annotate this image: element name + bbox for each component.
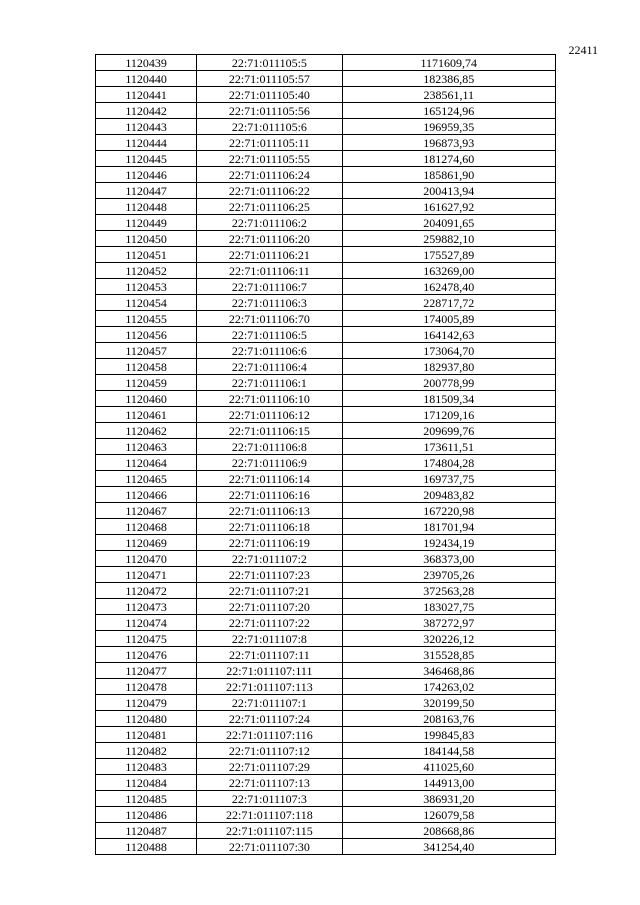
table-row [96, 311, 556, 327]
table-row [96, 807, 556, 823]
table-row [96, 135, 556, 151]
cadastral-number-cell: 22:71:011107:12 [197, 743, 342, 759]
record-number-cell: 1120449 [96, 215, 197, 231]
cadastral-number-cell: 22:71:011107:118 [197, 807, 342, 823]
table-row [96, 439, 556, 455]
record-number-cell: 1120467 [96, 503, 197, 519]
record-number-cell: 1120460 [96, 391, 197, 407]
table-row [96, 151, 556, 167]
table-row [96, 775, 556, 791]
table-row [96, 263, 556, 279]
value-cell: 411025,60 [342, 759, 555, 775]
record-number-cell: 1120475 [96, 631, 197, 647]
value-cell: 315528,85 [342, 647, 555, 663]
cadastral-number-cell: 22:71:011107:22 [197, 615, 342, 631]
cadastral-number-cell: 22:71:011106:24 [197, 167, 342, 183]
table-row [96, 55, 556, 71]
table-row [96, 455, 556, 471]
record-number-cell: 1120486 [96, 807, 197, 823]
value-cell: 239705,26 [342, 567, 555, 583]
record-number-cell: 1120473 [96, 599, 197, 615]
table-row [96, 551, 556, 567]
value-cell: 1171609,74 [342, 55, 555, 71]
table-row [96, 823, 556, 839]
value-cell: 341254,40 [342, 839, 555, 855]
table-row [96, 759, 556, 775]
record-number-cell: 1120471 [96, 567, 197, 583]
value-cell: 368373,00 [342, 551, 555, 567]
table-row [96, 87, 556, 103]
table-row [96, 567, 556, 583]
value-cell: 161627,92 [342, 199, 555, 215]
cadastral-number-cell: 22:71:011106:1 [197, 375, 342, 391]
value-cell: 209483,82 [342, 487, 555, 503]
value-cell: 181509,34 [342, 391, 555, 407]
record-number-cell: 1120477 [96, 663, 197, 679]
value-cell: 387272,97 [342, 615, 555, 631]
record-number-cell: 1120459 [96, 375, 197, 391]
record-number-cell: 1120457 [96, 343, 197, 359]
cadastral-number-cell: 22:71:011107:11 [197, 647, 342, 663]
table-row [96, 71, 556, 87]
cadastral-number-cell: 22:71:011107:2 [197, 551, 342, 567]
record-number-cell: 1120464 [96, 455, 197, 471]
table-row [96, 247, 556, 263]
cadastral-number-cell: 22:71:011107:20 [197, 599, 342, 615]
record-number-cell: 1120454 [96, 295, 197, 311]
table-row [96, 647, 556, 663]
record-number-cell: 1120441 [96, 87, 197, 103]
record-number-cell: 1120445 [96, 151, 197, 167]
record-number-cell: 1120483 [96, 759, 197, 775]
cadastral-number-cell: 22:71:011106:3 [197, 295, 342, 311]
record-number-cell: 1120442 [96, 103, 197, 119]
cadastral-number-cell: 22:71:011107:8 [197, 631, 342, 647]
value-cell: 196873,93 [342, 135, 555, 151]
value-cell: 175527,89 [342, 247, 555, 263]
value-cell: 167220,98 [342, 503, 555, 519]
cadastral-number-cell: 22:71:011107:3 [197, 791, 342, 807]
table-row [96, 391, 556, 407]
cadastral-number-cell: 22:71:011106:13 [197, 503, 342, 519]
cadastral-number-cell: 22:71:011107:30 [197, 839, 342, 855]
table-row [96, 359, 556, 375]
value-cell: 181701,94 [342, 519, 555, 535]
value-cell: 192434,19 [342, 535, 555, 551]
value-cell: 200413,94 [342, 183, 555, 199]
cadastral-number-cell: 22:71:011107:21 [197, 583, 342, 599]
value-cell: 182937,80 [342, 359, 555, 375]
value-cell: 184144,58 [342, 743, 555, 759]
value-cell: 174804,28 [342, 455, 555, 471]
table-row [96, 295, 556, 311]
cadastral-number-cell: 22:71:011106:18 [197, 519, 342, 535]
value-cell: 320199,50 [342, 695, 555, 711]
value-cell: 259882,10 [342, 231, 555, 247]
table-row [96, 839, 556, 855]
record-number-cell: 1120481 [96, 727, 197, 743]
table-row [96, 199, 556, 215]
cadastral-number-cell: 22:71:011106:16 [197, 487, 342, 503]
value-cell: 162478,40 [342, 279, 555, 295]
table-row [96, 119, 556, 135]
table-row [96, 743, 556, 759]
cadastral-number-cell: 22:71:011105:56 [197, 103, 342, 119]
cadastral-number-cell: 22:71:011106:6 [197, 343, 342, 359]
cadastral-number-cell: 22:71:011106:70 [197, 311, 342, 327]
cadastral-number-cell: 22:71:011105:55 [197, 151, 342, 167]
value-cell: 182386,85 [342, 71, 555, 87]
record-number-cell: 1120476 [96, 647, 197, 663]
value-cell: 208163,76 [342, 711, 555, 727]
cadastral-number-cell: 22:71:011106:4 [197, 359, 342, 375]
cadastral-number-cell: 22:71:011107:23 [197, 567, 342, 583]
table-row [96, 727, 556, 743]
cadastral-number-cell: 22:71:011105:40 [197, 87, 342, 103]
data-table [95, 54, 556, 855]
cadastral-number-cell: 22:71:011106:22 [197, 183, 342, 199]
value-cell: 200778,99 [342, 375, 555, 391]
record-number-cell: 1120470 [96, 551, 197, 567]
table-row [96, 711, 556, 727]
value-cell: 185861,90 [342, 167, 555, 183]
record-number-cell: 1120450 [96, 231, 197, 247]
table-row [96, 407, 556, 423]
value-cell: 204091,65 [342, 215, 555, 231]
cadastral-number-cell: 22:71:011106:21 [197, 247, 342, 263]
record-number-cell: 1120480 [96, 711, 197, 727]
table-row [96, 327, 556, 343]
page-number: 22411 [568, 43, 598, 57]
value-cell: 169737,75 [342, 471, 555, 487]
record-number-cell: 1120468 [96, 519, 197, 535]
record-number-cell: 1120487 [96, 823, 197, 839]
value-cell: 228717,72 [342, 295, 555, 311]
cadastral-number-cell: 22:71:011106:10 [197, 391, 342, 407]
table-row [96, 343, 556, 359]
table-row [96, 183, 556, 199]
table-row [96, 215, 556, 231]
record-number-cell: 1120479 [96, 695, 197, 711]
table-row [96, 679, 556, 695]
record-number-cell: 1120485 [96, 791, 197, 807]
cadastral-number-cell: 22:71:011107:24 [197, 711, 342, 727]
value-cell: 164142,63 [342, 327, 555, 343]
value-cell: 196959,35 [342, 119, 555, 135]
table-row [96, 167, 556, 183]
record-number-cell: 1120472 [96, 583, 197, 599]
cadastral-number-cell: 22:71:011106:25 [197, 199, 342, 215]
table-row [96, 615, 556, 631]
cadastral-number-cell: 22:71:011106:12 [197, 407, 342, 423]
record-number-cell: 1120461 [96, 407, 197, 423]
cadastral-number-cell: 22:71:011107:29 [197, 759, 342, 775]
cadastral-number-cell: 22:71:011105:5 [197, 55, 342, 71]
table-row [96, 423, 556, 439]
value-cell: 209699,76 [342, 423, 555, 439]
table-row [96, 487, 556, 503]
table-row [96, 631, 556, 647]
value-cell: 174005,89 [342, 311, 555, 327]
cadastral-number-cell: 22:71:011105:11 [197, 135, 342, 151]
record-number-cell: 1120444 [96, 135, 197, 151]
table-body [96, 55, 556, 855]
table-row [96, 471, 556, 487]
table-row [96, 535, 556, 551]
cadastral-number-cell: 22:71:011105:57 [197, 71, 342, 87]
cadastral-number-cell: 22:71:011107:13 [197, 775, 342, 791]
value-cell: 171209,16 [342, 407, 555, 423]
table-row [96, 503, 556, 519]
record-number-cell: 1120446 [96, 167, 197, 183]
value-cell: 208668,86 [342, 823, 555, 839]
cadastral-number-cell: 22:71:011106:14 [197, 471, 342, 487]
record-number-cell: 1120462 [96, 423, 197, 439]
table-row [96, 663, 556, 679]
table-row [96, 279, 556, 295]
record-number-cell: 1120439 [96, 55, 197, 71]
value-cell: 165124,96 [342, 103, 555, 119]
record-number-cell: 1120466 [96, 487, 197, 503]
cadastral-number-cell: 22:71:011105:6 [197, 119, 342, 135]
cadastral-number-cell: 22:71:011106:9 [197, 455, 342, 471]
record-number-cell: 1120482 [96, 743, 197, 759]
record-number-cell: 1120484 [96, 775, 197, 791]
table-row [96, 519, 556, 535]
table-row [96, 231, 556, 247]
record-number-cell: 1120455 [96, 311, 197, 327]
record-number-cell: 1120456 [96, 327, 197, 343]
value-cell: 372563,28 [342, 583, 555, 599]
table-row [96, 583, 556, 599]
cadastral-number-cell: 22:71:011106:19 [197, 535, 342, 551]
value-cell: 346468,86 [342, 663, 555, 679]
table-row [96, 791, 556, 807]
value-cell: 173064,70 [342, 343, 555, 359]
record-number-cell: 1120443 [96, 119, 197, 135]
value-cell: 238561,11 [342, 87, 555, 103]
table-row [96, 103, 556, 119]
value-cell: 174263,02 [342, 679, 555, 695]
cadastral-number-cell: 22:71:011106:11 [197, 263, 342, 279]
value-cell: 183027,75 [342, 599, 555, 615]
record-number-cell: 1120458 [96, 359, 197, 375]
record-number-cell: 1120452 [96, 263, 197, 279]
cadastral-number-cell: 22:71:011106:5 [197, 327, 342, 343]
record-number-cell: 1120453 [96, 279, 197, 295]
record-number-cell: 1120440 [96, 71, 197, 87]
cadastral-number-cell: 22:71:011107:116 [197, 727, 342, 743]
cadastral-number-cell: 22:71:011107:111 [197, 663, 342, 679]
record-number-cell: 1120474 [96, 615, 197, 631]
cadastral-number-cell: 22:71:011106:7 [197, 279, 342, 295]
record-number-cell: 1120448 [96, 199, 197, 215]
cadastral-number-cell: 22:71:011107:1 [197, 695, 342, 711]
value-cell: 386931,20 [342, 791, 555, 807]
cadastral-number-cell: 22:71:011106:20 [197, 231, 342, 247]
value-cell: 173611,51 [342, 439, 555, 455]
record-number-cell: 1120451 [96, 247, 197, 263]
record-number-cell: 1120478 [96, 679, 197, 695]
record-number-cell: 1120465 [96, 471, 197, 487]
cadastral-number-cell: 22:71:011107:115 [197, 823, 342, 839]
cadastral-number-cell: 22:71:011107:113 [197, 679, 342, 695]
cadastral-number-cell: 22:71:011106:15 [197, 423, 342, 439]
value-cell: 126079,58 [342, 807, 555, 823]
cadastral-number-cell: 22:71:011106:8 [197, 439, 342, 455]
record-number-cell: 1120488 [96, 839, 197, 855]
value-cell: 181274,60 [342, 151, 555, 167]
record-number-cell: 1120447 [96, 183, 197, 199]
record-number-cell: 1120469 [96, 535, 197, 551]
value-cell: 144913,00 [342, 775, 555, 791]
record-number-cell: 1120463 [96, 439, 197, 455]
value-cell: 320226,12 [342, 631, 555, 647]
value-cell: 199845,83 [342, 727, 555, 743]
value-cell: 163269,00 [342, 263, 555, 279]
table-row [96, 375, 556, 391]
table-row [96, 695, 556, 711]
table-row [96, 599, 556, 615]
cadastral-number-cell: 22:71:011106:2 [197, 215, 342, 231]
